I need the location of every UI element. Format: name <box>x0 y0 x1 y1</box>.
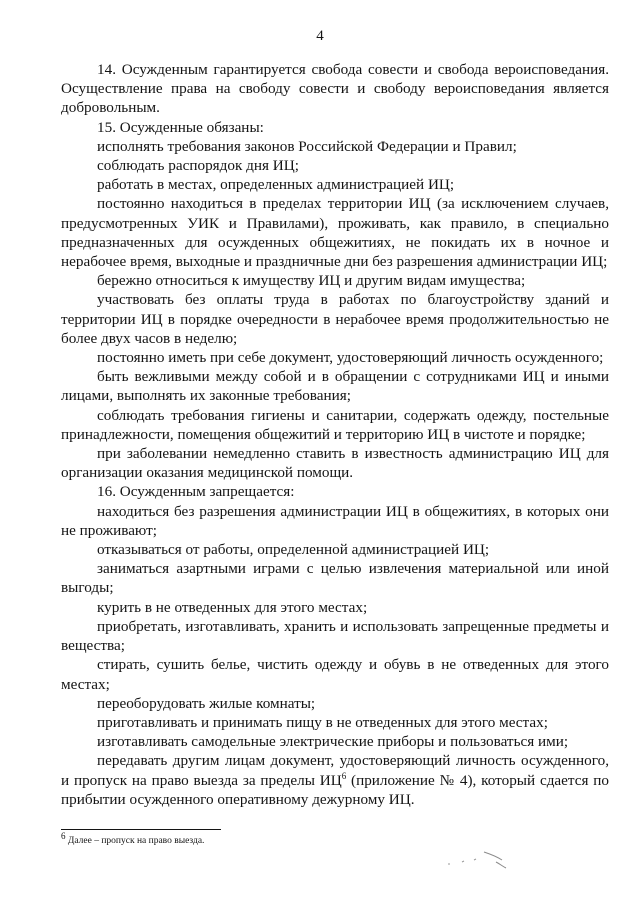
paragraph: заниматься азартными играми с целью извлечения материальной или иной выгоды; <box>61 560 609 597</box>
paragraph: постоянно находиться в пределах территории ИЦ (за исключением случаев, предусмотренных УИК и Правилами), проживать, как правило, в специально предназначенных для осужденных общежитиях, не покидать их в ночное и нерабочее время, выходные и праздничные дни без разрешения администрации ИЦ; <box>61 195 609 271</box>
paragraph: соблюдать распорядок дня ИЦ; <box>97 157 299 175</box>
document-body <box>61 60 609 809</box>
paragraph: находиться без разрешения администрации ИЦ в общежитиях, в которых они не проживают; <box>61 502 609 539</box>
paragraph: участвовать без оплаты труда в работах по благоустройству зданий и территории ИЦ в порядке очередности в нерабочее время продолжительностью не более двух часов в неделю; <box>61 291 609 347</box>
scan-artifact-mark <box>440 840 540 880</box>
paragraph: быть вежливыми между собой и в обращении с сотрудниками ИЦ и иными лицами, выполнять их законные требования; <box>61 368 609 405</box>
paragraph-16-heading: 16. Осужденным запрещается: <box>97 483 295 501</box>
footnote-text: Далее – пропуск на право выезда. <box>65 836 205 846</box>
paragraph-text: (приложение № 4), который сдается по прибытии осужденного оперативному дежурному ИЦ. <box>61 771 609 808</box>
footnote <box>61 830 205 847</box>
paragraph: бережно относиться к имуществу ИЦ и другим видам имущества; <box>97 272 526 290</box>
paragraph: постоянно иметь при себе документ, удостоверяющий личность осужденного; <box>97 349 604 367</box>
paragraph: стирать, сушить белье, чистить одежду и обувь в не отведенных для этого местах; <box>61 656 609 693</box>
paragraph: переоборудовать жилые комнаты; <box>97 694 316 712</box>
footnote-number: 6 <box>61 830 66 841</box>
paragraph: исполнять требования законов Российской Федерации и Правил; <box>97 137 517 155</box>
paragraph-with-footnote <box>61 751 609 809</box>
paragraph: курить в не отведенных для этого местах; <box>97 598 368 616</box>
paragraph: работать в местах, определенных администрацией ИЦ; <box>97 176 455 194</box>
footnote-reference: 6 <box>341 770 347 781</box>
paragraph-15-heading: 15. Осужденные обязаны: <box>97 118 264 136</box>
paragraph: при заболевании немедленно ставить в известность администрацию ИЦ для организации оказания медицинской помощи. <box>61 445 609 482</box>
paragraph-text: передавать другим лицам документ, удостоверяющий личность осужденного, и пропуск на право выезда за пределы ИЦ <box>61 752 609 789</box>
paragraph: соблюдать требования гигиены и санитарии, содержать одежду, постельные принадлежности, помещения общежитий и территорию ИЦ в чистоте и порядке; <box>61 406 609 443</box>
page-number: 4 <box>316 28 324 44</box>
paragraph: изготавливать самодельные электрические приборы и пользоваться ими; <box>97 733 569 751</box>
paragraph: приобретать, изготавливать, хранить и использовать запрещенные предметы и вещества; <box>61 617 609 655</box>
paragraph: отказываться от работы, определенной администрацией ИЦ; <box>97 541 490 559</box>
paragraph: приготавливать и принимать пищу в не отведенных для этого местах; <box>97 713 548 731</box>
paragraph-14: 14. Осужденным гарантируется свобода совести и свобода вероисповедания. Осуществление права на свободу совести и свободу вероисповедания является добровольным. <box>61 61 609 117</box>
footnote-separator <box>61 829 221 830</box>
